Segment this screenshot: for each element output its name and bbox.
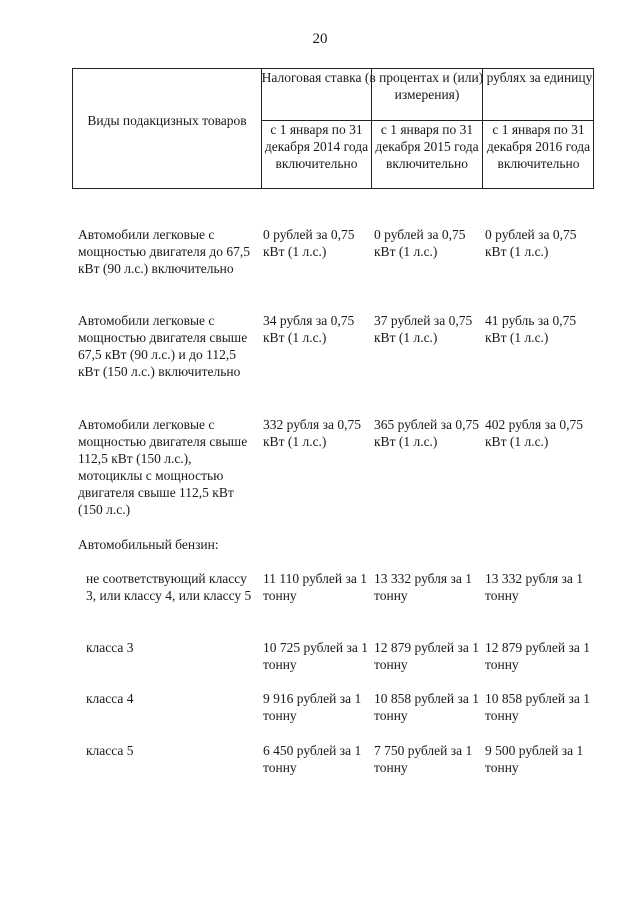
gasoline-class3-2014: 10 725 рублей за 1 тонну: [263, 640, 368, 672]
gasoline-class3-2016: 12 879 рублей за 1 тонну: [485, 640, 590, 672]
row-car-67-to-112-2015: 37 рублей за 0,75 кВт (1 л.с.): [374, 313, 473, 345]
gasoline-class5-2014: 6 450 рублей за 1 тонну: [263, 743, 362, 775]
row-car-up-to-67-2015: 0 рублей за 0,75 кВт (1 л.с.): [374, 227, 466, 259]
row-car-67-to-112-name: Автомобили легковые с мощностью двигателя свыше 67,5 кВт (90 л.с.) и до 112,5 кВт (150 л.с.) включительно: [78, 313, 248, 379]
gasoline-class3-2015: 12 879 рублей за 1 тонну: [374, 640, 479, 672]
row-car-up-to-67-2014: 0 рублей за 0,75 кВт (1 л.с.): [263, 227, 355, 259]
row-car-up-to-67-2016: 0 рублей за 0,75 кВт (1 л.с.): [485, 227, 577, 259]
row-car-over-112-2016: 402 рубля за 0,75 кВт (1 л.с.): [485, 417, 583, 449]
gasoline-section-title: Автомобильный бензин:: [78, 537, 219, 552]
year-2016-header: с 1 января по 31 декабря 2016 года включительно: [486, 122, 591, 171]
row-car-67-to-112-2016: 41 рубль за 0,75 кВт (1 л.с.): [485, 313, 577, 345]
year-2014-header: с 1 января по 31 декабря 2014 года включительно: [264, 122, 369, 171]
row-car-over-112-2014: 332 рубля за 0,75 кВт (1 л.с.): [263, 417, 361, 449]
row-car-over-112-2015: 365 рублей за 0,75 кВт (1 л.с.): [374, 417, 479, 449]
gasoline-class4-2016: 10 858 рублей за 1 тонну: [485, 691, 590, 723]
gasoline-nonclass-2016: 13 332 рубля за 1 тонну: [485, 571, 583, 603]
year-2015-header: с 1 января по 31 декабря 2015 года включительно: [375, 122, 479, 171]
gasoline-class3-name: класса 3: [86, 640, 134, 655]
gasoline-class5-2016: 9 500 рублей за 1 тонну: [485, 743, 584, 775]
gasoline-class5-name: класса 5: [86, 743, 134, 758]
gasoline-class4-name: класса 4: [86, 691, 134, 706]
gasoline-class4-2015: 10 858 рублей за 1 тонну: [374, 691, 479, 723]
gasoline-nonclass-name: не соответствующий классу 3, или классу 4, или классу 5: [86, 571, 252, 603]
row-car-over-112-name: Автомобили легковые с мощностью двигателя свыше 112,5 кВт (150 л.с.), мотоциклы с мощностью двигателя свыше 112,5 кВт (150 л.с.): [78, 417, 248, 517]
gasoline-class5-2015: 7 750 рублей за 1 тонну: [374, 743, 473, 775]
row-car-67-to-112-2014: 34 рубля за 0,75 кВт (1 л.с.): [263, 313, 355, 345]
gasoline-class4-2014: 9 916 рублей за 1 тонну: [263, 691, 362, 723]
gasoline-nonclass-2015: 13 332 рубля за 1 тонну: [374, 571, 472, 603]
goods-column-header: Виды подакцизных товаров: [87, 113, 247, 128]
table-header: [72, 68, 594, 189]
page-number: 20: [312, 31, 328, 47]
tax-rate-column-header: Налоговая ставка (в процентах и (или) рублях за единицу измерения): [261, 70, 593, 102]
gasoline-nonclass-2014: 11 110 рублей за 1 тонну: [263, 571, 367, 603]
row-car-up-to-67-name: Автомобили легковые с мощностью двигателя до 67,5 кВт (90 л.с.) включительно: [78, 227, 250, 276]
